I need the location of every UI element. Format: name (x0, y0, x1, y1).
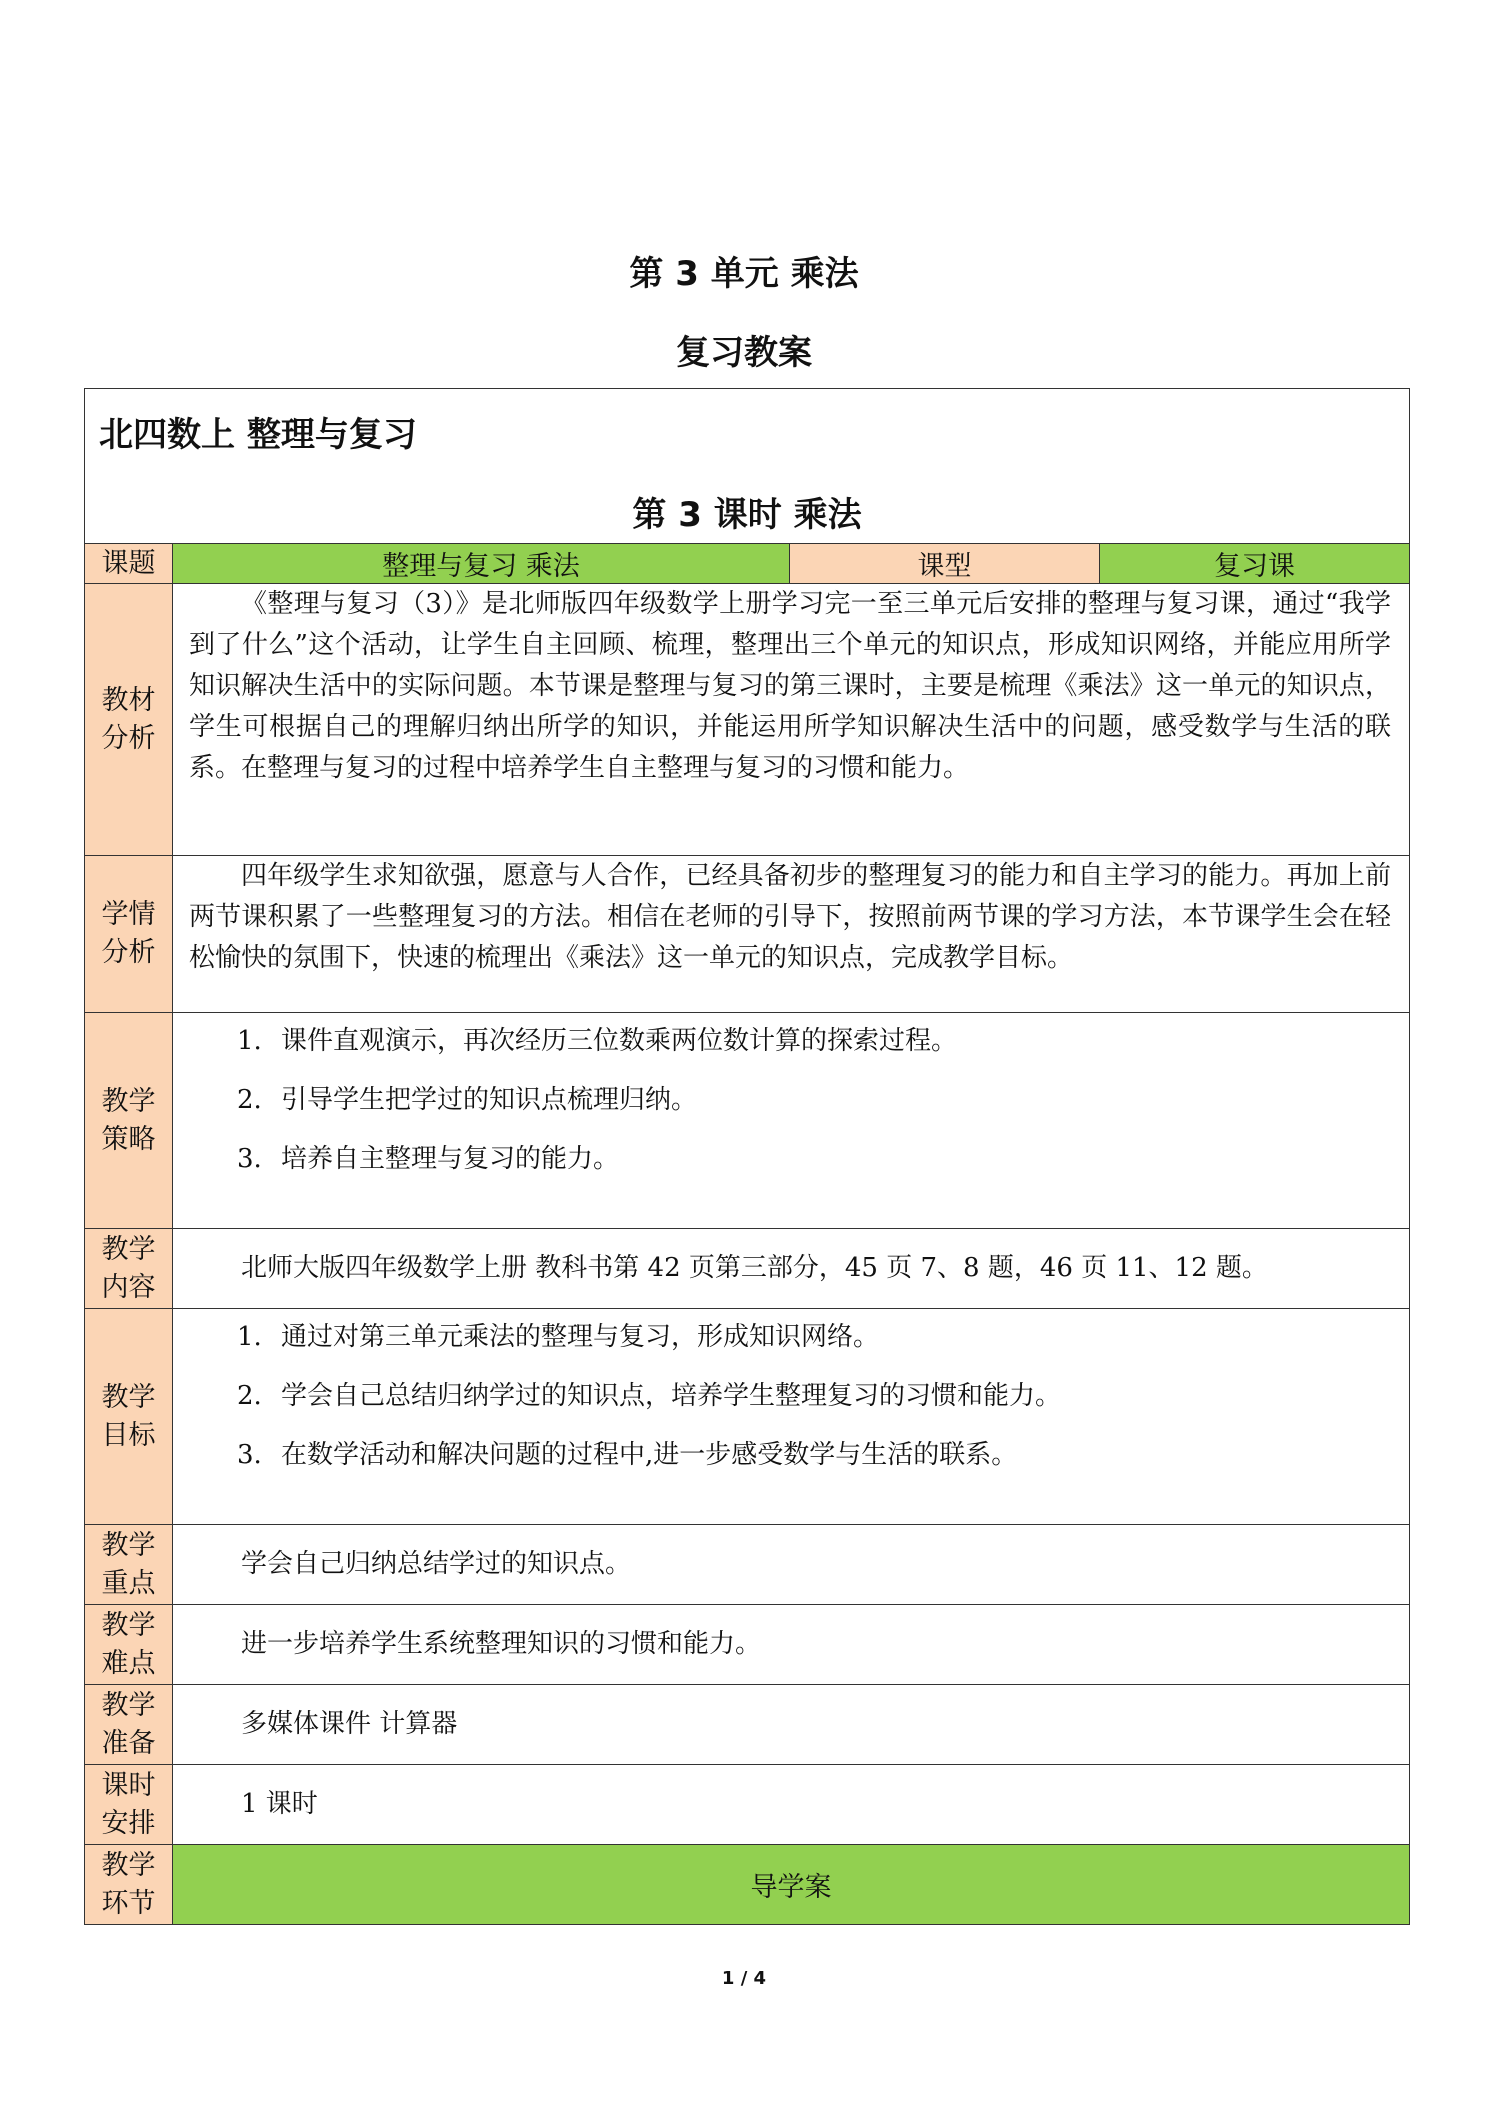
strategy-list (173, 1021, 1409, 1180)
difficulty-row (85, 1605, 1410, 1685)
students-row (85, 856, 1410, 1013)
topic-value: 整理与复习 乘法 (173, 544, 790, 584)
schedule-row (85, 1765, 1410, 1845)
list-item: 2. 学会自己总结归纳学过的知识点，培养学生整理复习的习惯和能力。 (237, 1381, 1062, 1411)
schedule-text: 1 课时 (241, 1789, 318, 1819)
difficulty-text: 进一步培养学生系统整理知识的习惯和能力。 (241, 1629, 762, 1659)
content-text: 北师大版四年级数学上册 教科书第 42 页第三部分，45 页 7、8 题，46 页 11、12 题。 (241, 1253, 1268, 1283)
keypoint-text-cell (173, 1525, 1410, 1605)
content-row (85, 1229, 1410, 1309)
keypoint-row (85, 1525, 1410, 1605)
list-item: 3. 培养自主整理与复习的能力。 (237, 1144, 620, 1174)
prep-text-cell (173, 1685, 1410, 1765)
strategy-label: 教学 策略 (85, 1013, 173, 1229)
keypoint-text: 学会自己归纳总结学过的知识点。 (241, 1549, 632, 1579)
keypoint-label: 教学 重点 (85, 1525, 173, 1605)
process-label: 教学 环节 (85, 1845, 173, 1925)
topic-row (85, 544, 1410, 584)
topic-label: 课题 (85, 544, 173, 584)
students-label: 学情 分析 (85, 856, 173, 1013)
header-cell (85, 389, 1410, 544)
content-text-cell (173, 1229, 1410, 1309)
students-text: 四年级学生求知欲强，愿意与人合作，已经具备初步的整理复习的能力和自主学习的能力。再加上前两节课积累了一些整理复习的方法。相信在老师的引导下，按照前两节课的学习方法，本节课学生会在轻松愉快的氛围下，快速的梳理出《乘法》这一单元的知识点，完成教学目标。 (189, 861, 1391, 973)
material-text-cell (173, 584, 1410, 856)
type-value: 复习课 (1100, 544, 1410, 584)
course-title: 北四数上 整理与复习 (99, 415, 417, 455)
process-value: 导学案 (173, 1845, 1410, 1925)
header-row (85, 389, 1410, 544)
strategy-list-cell (173, 1013, 1410, 1229)
prep-text: 多媒体课件 计算器 (241, 1709, 458, 1739)
material-text: 《整理与复习（3）》是北师版四年级数学上册学习完一至三单元后安排的整理与复习课，通过“我学到了什么”这个活动，让学生自主回顾、梳理，整理出三个单元的知识点，形成知识网络，并能应用所学知识解决生活中的实际问题。本节课是整理与复习的第三课时，主要是梳理《乘法》这一单元的知识点，学生可根据自己的理解归纳出所学的知识，并能运用所学知识解决生活中的问题，感受数学与生活的联系。在整理与复习的过程中培养学生自主整理与复习的习惯和能力。 (189, 589, 1391, 783)
difficulty-text-cell (173, 1605, 1410, 1685)
doc-subtitle: 复习教案 (676, 333, 812, 373)
prep-row (85, 1685, 1410, 1765)
lesson-title: 第 3 课时 乘法 (632, 495, 862, 535)
list-item: 3. 在数学活动和解决问题的过程中,进一步感受数学与生活的联系。 (237, 1440, 1018, 1470)
prep-label: 教学 准备 (85, 1685, 173, 1765)
list-item: 1. 课件直观演示，再次经历三位数乘两位数计算的探索过程。 (237, 1026, 958, 1056)
page-number: 1 / 4 (721, 1968, 767, 1989)
lesson-plan-table (84, 388, 1410, 1925)
goals-list-cell (173, 1309, 1410, 1525)
strategy-row (85, 1013, 1410, 1229)
list-item: 2. 引导学生把学过的知识点梳理归纳。 (237, 1085, 698, 1115)
type-label: 课型 (790, 544, 1100, 584)
doc-title: 第 3 单元 乘法 (629, 254, 859, 294)
goals-label: 教学 目标 (85, 1309, 173, 1525)
material-row (85, 584, 1410, 856)
goals-list (173, 1317, 1409, 1476)
difficulty-label: 教学 难点 (85, 1605, 173, 1685)
material-label: 教材 分析 (85, 584, 173, 856)
schedule-label: 课时 安排 (85, 1765, 173, 1845)
schedule-text-cell (173, 1765, 1410, 1845)
process-row (85, 1845, 1410, 1925)
content-label: 教学 内容 (85, 1229, 173, 1309)
students-text-cell (173, 856, 1410, 1013)
goals-row (85, 1309, 1410, 1525)
list-item: 1. 通过对第三单元乘法的整理与复习，形成知识网络。 (237, 1322, 880, 1352)
